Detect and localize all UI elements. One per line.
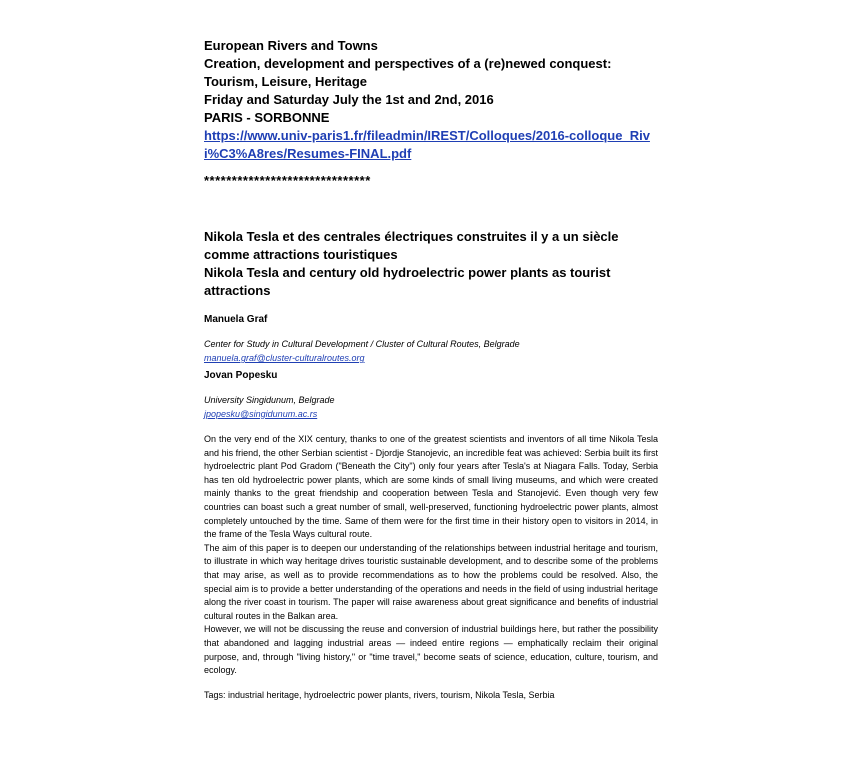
tags-line: Tags: industrial heritage, hydroelectric power plants, rivers, tourism, Nikola Tesla, Serbia — [204, 689, 555, 700]
abstract — [204, 433, 658, 678]
paper-title-french: Nikola Tesla et des centrales électriques construites il y a un siècle comme attractions touristiques — [204, 229, 619, 262]
document-content — [204, 37, 658, 700]
abstract-paragraph: The aim of this paper is to deepen our understanding of the relationships between industrial heritage and tourism, to illustrate in which way heritage drives touristic sustainable development, and to describe some of the problems that may arise, as well as to provide recommendations as to how the problems could be resolved. Also, the special aim is to provide a better understanding of the operations and needs in the field of using industrial heritage along the river coast in tourism. The paper will raise awareness about great significance and benefits of industrial cultural routes in the Balkan area. — [204, 542, 658, 621]
affiliation-text: Center for Study in Cultural Development / Cluster of Cultural Routes, Belgrade — [204, 339, 520, 349]
paper-title-english: Nikola Tesla and century old hydroelectric power plants as tourist attractions — [204, 265, 611, 298]
author-email-link[interactable]: jpopesku@singidunum.ac.rs — [204, 409, 318, 419]
conference-venue: PARIS - SORBONNE — [204, 110, 330, 125]
resumes-link[interactable]: https://www.univ-paris1.fr/fileadmin/IREST/Colloques/2016-colloque_Rivi%C3%A8res/Resumes-FINAL.pdf — [204, 128, 650, 161]
author-affiliation — [204, 393, 658, 421]
separator: ****************************** — [204, 173, 371, 188]
conference-header — [204, 37, 658, 163]
author-email-link[interactable]: manuela.graf@cluster-culturalroutes.org — [204, 353, 365, 363]
abstract-paragraph: On the very end of the XIX century, thanks to one of the greatest scientists and inventors of all time Nikola Tesla and his friend, the other Serbian scientist - Djordje Stanojevic, an incredible feat was achieved: Serbia built its first hydroelectric plant Pod Gradom ("Beneath the City") only four years after Tesla's at Niagara Falls. Today, Serbia has ten old hydroelectric power plants, which are some kinds of small living museums, and which were created mainly thanks to the great friendship and cooperation between Tesla and Stanojević. Even though very few countries can boast such a great number of small, well-preserved, functioning hydroelectric power plants, almost completely untouched by the time. Same of them were for the first time in their history open to visitors in 2014, in the frame of the Tesla Ways cultural route. — [204, 434, 658, 540]
author-name: Manuela Graf — [204, 314, 268, 325]
abstract-paragraph: However, we will not be discussing the reuse and conversion of industrial buildings here, but rather the possibility that abandoned and lagging industrial areas — indeed entire regions — emphatically reclaim their original purpose, and, through "living history," or "time travel," become seats of science, education, culture, tourism, and ecology. — [204, 624, 658, 676]
affiliation-text: University Singidunum, Belgrade — [204, 395, 335, 405]
conference-date: Friday and Saturday July the 1st and 2nd, 2016 — [204, 92, 494, 107]
paper-title — [204, 228, 658, 300]
author-affiliation — [204, 337, 658, 365]
conference-title: European Rivers and Towns — [204, 38, 378, 53]
conference-subtitle: Creation, development and perspectives of a (re)newed conquest: Tourism, Leisure, Heritage — [204, 56, 612, 89]
author-name: Jovan Popesku — [204, 370, 278, 381]
